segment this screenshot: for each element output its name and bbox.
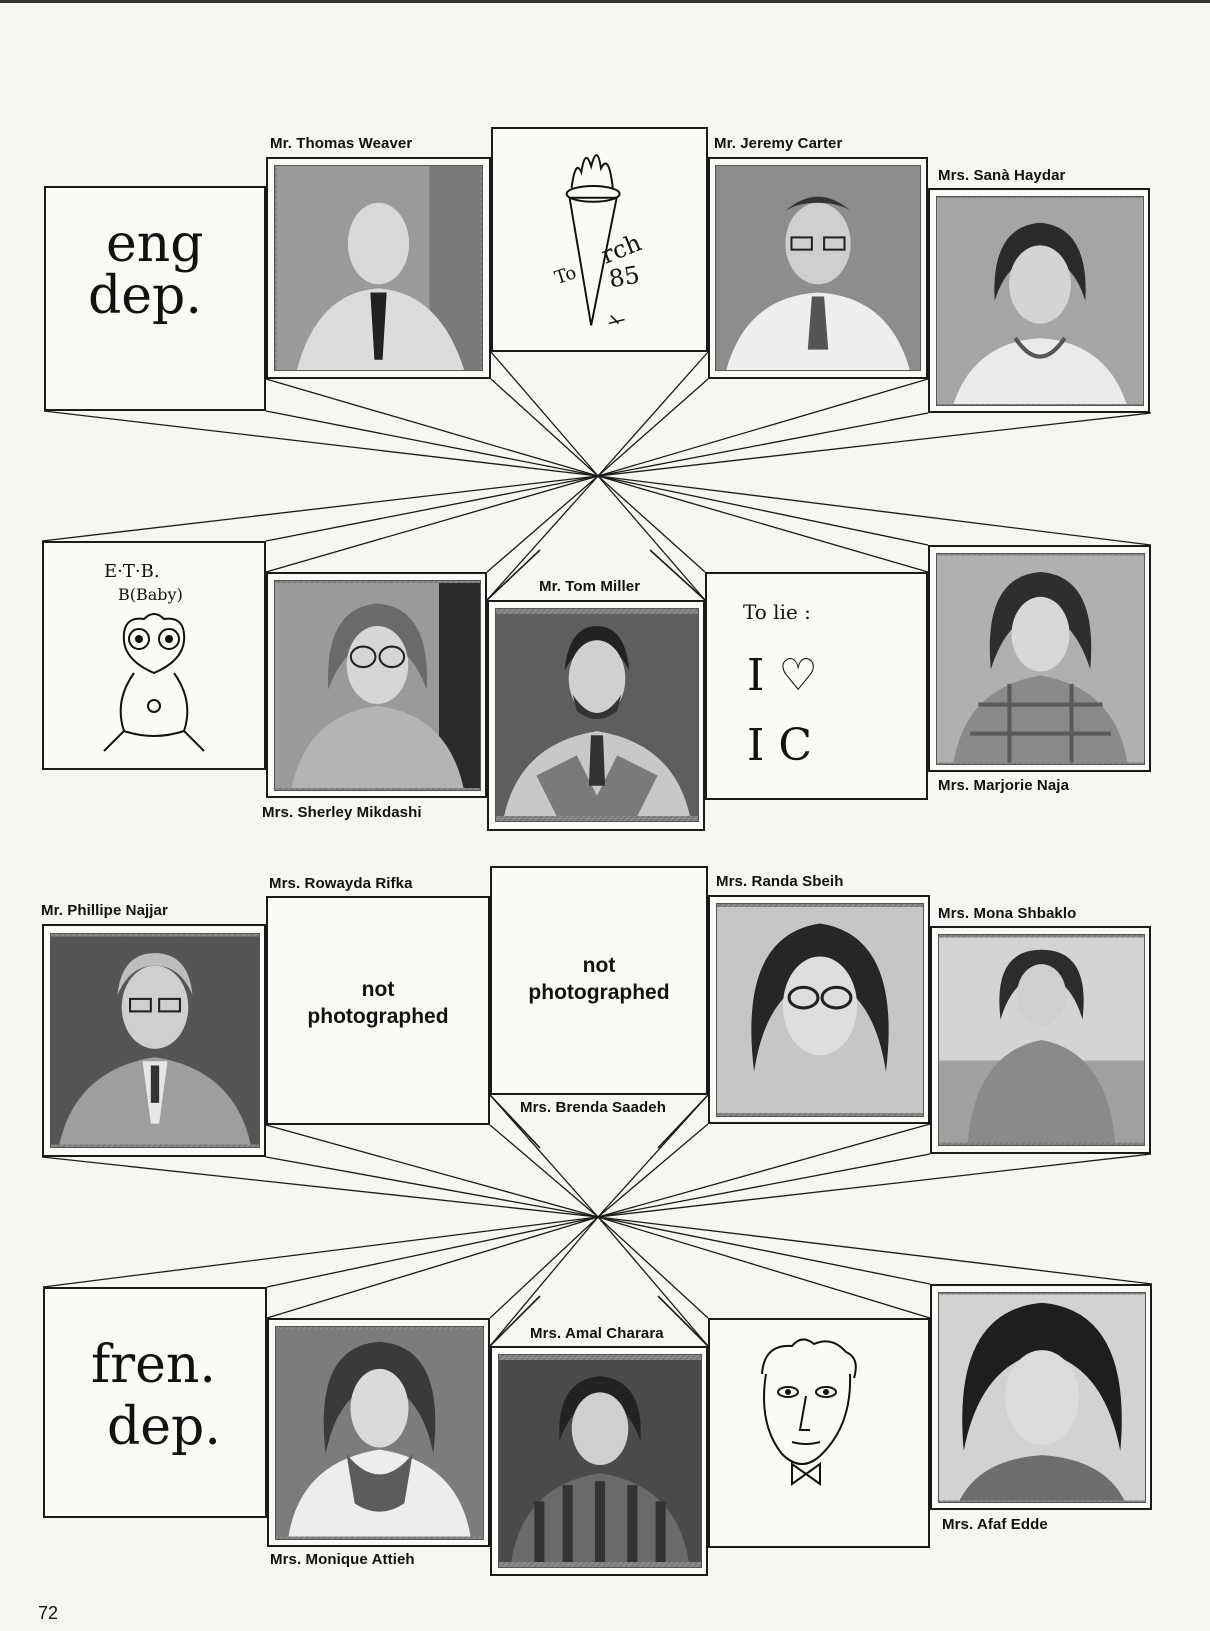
rifka-box (266, 896, 490, 1125)
portrait-woman-striped-icon (499, 1355, 701, 1567)
torch-text-rch: rch (597, 228, 646, 270)
fan2-bottom-6 (598, 1217, 708, 1318)
etb-box (42, 541, 266, 770)
caption-attieh: Mrs. Monique Attieh (270, 1551, 415, 1568)
fan-bottom-3 (487, 476, 598, 572)
charara-photo (498, 1354, 702, 1568)
naja-frame (928, 545, 1151, 772)
fan-top-3 (491, 379, 598, 476)
miller-photo (495, 608, 699, 822)
portrait-man-suit-icon (275, 166, 482, 370)
np-line-1: not (361, 978, 395, 1001)
tolie-box (705, 572, 928, 800)
eng-dep-box (44, 186, 266, 411)
caption-sbeih: Mrs. Randa Sbeih (716, 873, 844, 890)
fan2-top-9 (598, 1154, 1151, 1217)
fan-bottom-0 (42, 476, 598, 541)
fan2-top-3 (490, 1125, 598, 1217)
portrait-woman-curly-icon (717, 904, 923, 1116)
attieh-frame (267, 1318, 490, 1547)
tolie-text-1: To lie : (743, 600, 811, 624)
fan-top-9 (598, 413, 1151, 476)
fan2-bottom-3 (490, 1217, 598, 1318)
fan2-top-2 (266, 1125, 598, 1217)
fan-top-7 (598, 379, 928, 476)
weaver-frame (266, 157, 491, 379)
caption-miller: Mr. Tom Miller (539, 578, 641, 595)
caption-weaver: Mr. Thomas Weaver (270, 135, 413, 152)
miller-frame (487, 600, 705, 831)
eng-dep-text-2: dep. (88, 266, 202, 326)
najjar-photo (50, 933, 260, 1148)
fan-top-6 (598, 379, 708, 476)
portrait-man-glasses-icon (716, 166, 920, 370)
portrait-man-beard-icon (496, 609, 698, 821)
rifka-not-photographed (268, 976, 488, 1030)
torch-icon (493, 129, 706, 350)
portrait-woman-seated-icon (939, 935, 1144, 1145)
fan2-top-0 (42, 1157, 598, 1217)
caption-carter: Mr. Jeremy Carter (714, 135, 843, 152)
fan2-top-6 (598, 1124, 708, 1217)
fan-bottom-2 (266, 476, 598, 572)
tolie-text-2: I ♡ (747, 650, 818, 701)
haydar-frame (928, 188, 1150, 413)
carter-photo (715, 165, 921, 371)
saadeh-box (490, 866, 708, 1095)
miller-roof-left (487, 550, 540, 600)
np-line-2: photographed (307, 1005, 449, 1028)
caption-haydar: Mrs. Sanà Haydar (938, 167, 1066, 184)
fan-bottom-7 (598, 476, 928, 572)
np-line-2: photographed (528, 981, 670, 1004)
charara-roof-right (658, 1296, 708, 1346)
fan2-top-7 (598, 1124, 930, 1217)
caption-mikdashi: Mrs. Sherley Mikdashi (262, 804, 422, 821)
miller-roof-right (650, 550, 705, 600)
fren-dep-text-1: fren. (91, 1335, 216, 1395)
torch-box (491, 127, 708, 352)
face-doodle-box (708, 1318, 930, 1548)
torch-text-85: 85 (606, 260, 642, 294)
weaver-photo (274, 165, 483, 371)
face-doodle-icon (742, 1334, 882, 1514)
fren-dep-box (43, 1287, 267, 1518)
fan2-bottom-9 (598, 1217, 1152, 1284)
caption-saadeh: Mrs. Brenda Saadeh (520, 1099, 667, 1116)
torch-text-to: To (552, 262, 580, 289)
fan-bottom-6 (598, 476, 705, 572)
caption-edde: Mrs. Afaf Edde (942, 1516, 1048, 1533)
fan2-bottom-0 (43, 1217, 598, 1287)
fan-bottom-9 (598, 476, 1151, 545)
portrait-man-smiling-icon (51, 934, 259, 1147)
et-doodle-icon (94, 611, 214, 761)
np-line-1: not (582, 954, 616, 977)
shbaklo-photo (938, 934, 1145, 1146)
eng-dep-text-1: eng (106, 214, 204, 274)
fren-dep-text-2: dep. (107, 1397, 221, 1457)
portrait-woman-plaid-icon (937, 554, 1144, 764)
najjar-frame (42, 924, 266, 1157)
edde-photo (938, 1292, 1146, 1503)
portrait-woman-scarf-icon (276, 1327, 483, 1539)
fan-top-4 (491, 352, 598, 476)
shbaklo-frame (930, 926, 1151, 1154)
portrait-woman-curly-dark-icon (939, 1293, 1145, 1502)
edde-frame (930, 1284, 1152, 1510)
caption-rifka: Mrs. Rowayda Rifka (269, 875, 413, 892)
etb-text-2: B(Baby) (118, 585, 183, 604)
mikdashi-frame (266, 572, 487, 798)
caption-charara: Mrs. Amal Charara (530, 1325, 664, 1342)
caption-naja: Mrs. Marjorie Naja (938, 777, 1070, 794)
carter-frame (708, 157, 928, 379)
page-number: 72 (38, 1603, 59, 1623)
fan-top-5 (598, 352, 708, 476)
haydar-photo (936, 196, 1144, 406)
tolie-text-3: I C (747, 720, 813, 771)
portrait-woman-icon (937, 197, 1143, 405)
mikdashi-photo (274, 580, 481, 791)
fan2-bottom-2 (267, 1217, 598, 1318)
sbeih-frame (708, 895, 930, 1124)
saadeh-not-photographed (492, 952, 706, 1006)
fan-top-0 (44, 411, 598, 476)
charara-frame (490, 1346, 708, 1576)
etb-text-1: E·T·B. (104, 561, 160, 582)
caption-shbaklo: Mrs. Mona Shbaklo (938, 905, 1077, 922)
sbeih-photo (716, 903, 924, 1117)
naja-photo (936, 553, 1145, 765)
caption-najjar: Mr. Phillipe Najjar (41, 902, 168, 919)
attieh-photo (275, 1326, 484, 1540)
fan2-bottom-7 (598, 1217, 930, 1318)
fan-top-2 (266, 379, 598, 476)
portrait-woman-glasses-icon (275, 581, 480, 790)
